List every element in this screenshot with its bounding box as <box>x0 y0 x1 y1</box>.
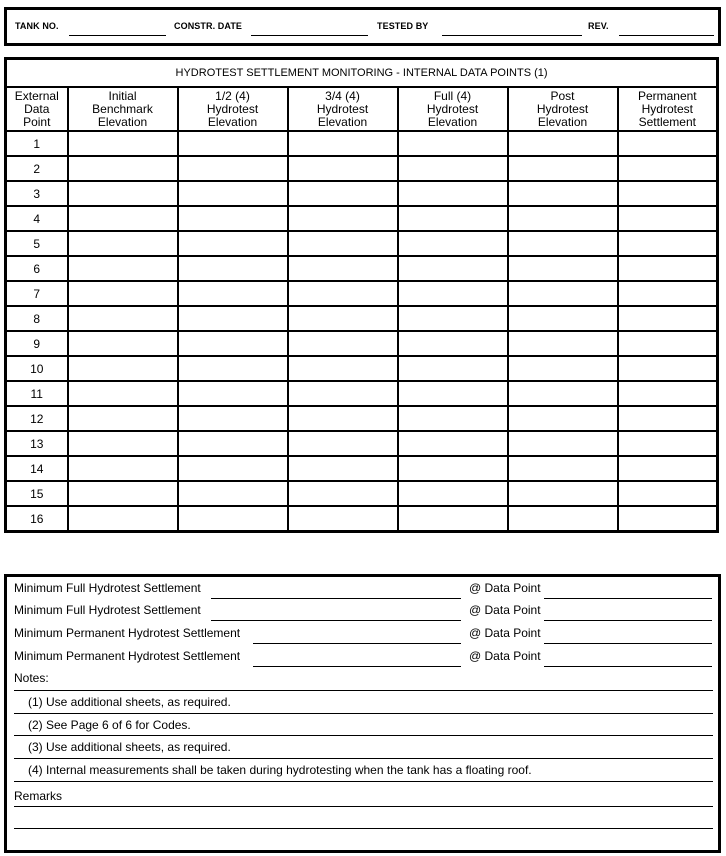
entry-cell[interactable] <box>288 456 398 481</box>
entry-cell[interactable] <box>68 131 178 156</box>
column-header-line: Hydrotest <box>206 101 259 116</box>
entry-cell[interactable] <box>398 356 508 381</box>
data-point-field-4[interactable] <box>544 666 712 667</box>
entry-cell[interactable] <box>288 306 398 331</box>
entry-cell[interactable] <box>398 181 508 206</box>
column-header <box>178 87 288 131</box>
entry-cell[interactable] <box>398 431 508 456</box>
row-number: 8 <box>6 306 68 331</box>
entry-cell[interactable] <box>68 181 178 206</box>
entry-cell[interactable] <box>508 481 618 506</box>
entry-cell[interactable] <box>178 406 288 431</box>
entry-cell[interactable] <box>508 156 618 181</box>
entry-cell[interactable] <box>398 481 508 506</box>
row-number: 10 <box>6 356 68 381</box>
entry-cell[interactable] <box>508 206 618 231</box>
entry-cell[interactable] <box>68 231 178 256</box>
entry-cell[interactable] <box>618 206 718 231</box>
data-point-field-1[interactable] <box>544 598 712 599</box>
entry-cell[interactable] <box>398 281 508 306</box>
entry-cell[interactable] <box>508 256 618 281</box>
min-perm-field-2[interactable] <box>253 666 461 667</box>
table-row <box>6 331 718 356</box>
entry-cell[interactable] <box>618 231 718 256</box>
row-number: 14 <box>6 456 68 481</box>
entry-cell[interactable] <box>68 206 178 231</box>
entry-cell[interactable] <box>68 456 178 481</box>
min-full-label-2: Minimum Full Hydrotest Settlement <box>14 603 201 617</box>
entry-cell[interactable] <box>398 331 508 356</box>
entry-cell[interactable] <box>618 306 718 331</box>
table-row <box>6 431 718 456</box>
entry-cell[interactable] <box>68 506 178 532</box>
entry-cell[interactable] <box>288 231 398 256</box>
remarks-label: Remarks <box>14 789 63 803</box>
column-header-line: Elevation <box>97 114 148 129</box>
entry-cell[interactable] <box>398 406 508 431</box>
row-number: 13 <box>6 431 68 456</box>
entry-cell[interactable] <box>618 456 718 481</box>
entry-cell[interactable] <box>68 356 178 381</box>
column-header <box>6 87 68 131</box>
row-number: 7 <box>6 281 68 306</box>
entry-cell[interactable] <box>618 406 718 431</box>
entry-cell[interactable] <box>178 356 288 381</box>
min-full-label-1: Minimum Full Hydrotest Settlement <box>14 581 201 595</box>
entry-cell[interactable] <box>178 181 288 206</box>
column-header <box>288 87 398 131</box>
note-4: (4) Internal measurements shall be taken during hydrotesting when the tank has a floating roof. <box>28 763 532 777</box>
column-header-line: Elevation <box>537 114 588 129</box>
column-header-line: Elevation <box>317 114 368 129</box>
tank-no-label: TANK NO. <box>15 21 59 31</box>
entry-cell[interactable] <box>68 306 178 331</box>
entry-cell[interactable] <box>618 331 718 356</box>
entry-cell[interactable] <box>398 206 508 231</box>
column-header <box>508 87 618 131</box>
tested-by-label: TESTED BY <box>377 21 429 31</box>
constr-date-label: CONSTR. DATE <box>174 21 243 31</box>
entry-cell[interactable] <box>398 456 508 481</box>
column-header-line: Hydrotest <box>316 101 369 116</box>
entry-cell[interactable] <box>178 256 288 281</box>
tested-by-field[interactable] <box>442 35 582 36</box>
row-number: 15 <box>6 481 68 506</box>
column-header-line: Hydrotest <box>536 101 589 116</box>
entry-cell[interactable] <box>508 381 618 406</box>
entry-cell[interactable] <box>508 131 618 156</box>
table-title: HYDROTEST SETTLEMENT MONITORING - INTERNAL DATA POINTS (1) <box>6 59 718 88</box>
entry-cell[interactable] <box>508 281 618 306</box>
entry-cell[interactable] <box>288 356 398 381</box>
row-number: 3 <box>6 181 68 206</box>
entry-cell[interactable] <box>288 131 398 156</box>
min-full-field-1[interactable] <box>211 598 461 599</box>
column-header-line: Permanent <box>637 88 697 103</box>
row-number: 6 <box>6 256 68 281</box>
notes-label: Notes: <box>14 671 49 685</box>
entry-cell[interactable] <box>288 331 398 356</box>
entry-cell[interactable] <box>508 331 618 356</box>
entry-cell[interactable] <box>618 506 718 532</box>
entry-cell[interactable] <box>178 506 288 532</box>
entry-cell[interactable] <box>398 231 508 256</box>
table-row <box>6 456 718 481</box>
table-row <box>6 256 718 281</box>
row-number: 11 <box>6 381 68 406</box>
entry-cell[interactable] <box>288 506 398 532</box>
entry-cell[interactable] <box>68 331 178 356</box>
entry-cell[interactable] <box>398 506 508 532</box>
entry-cell[interactable] <box>618 381 718 406</box>
entry-cell[interactable] <box>178 481 288 506</box>
column-header-line: 3/4 (4) <box>325 88 360 103</box>
entry-cell[interactable] <box>178 231 288 256</box>
entry-cell[interactable] <box>68 406 178 431</box>
entry-cell[interactable] <box>618 356 718 381</box>
rule <box>14 781 713 782</box>
note-1: (1) Use additional sheets, as required. <box>28 695 231 709</box>
table-row <box>6 156 718 181</box>
entry-cell[interactable] <box>288 431 398 456</box>
rule <box>14 735 713 736</box>
entry-cell[interactable] <box>508 506 618 532</box>
column-header-line: Hydrotest <box>641 101 693 116</box>
entry-cell[interactable] <box>618 481 718 506</box>
table-row <box>6 131 718 156</box>
row-number: 16 <box>6 506 68 532</box>
form-header <box>4 7 721 46</box>
column-header <box>618 87 718 131</box>
row-number: 5 <box>6 231 68 256</box>
entry-cell[interactable] <box>508 431 618 456</box>
entry-cell[interactable] <box>398 156 508 181</box>
data-point-label-3: @ Data Point <box>469 626 541 640</box>
entry-cell[interactable] <box>178 431 288 456</box>
entry-cell[interactable] <box>288 381 398 406</box>
rule <box>14 690 713 691</box>
entry-cell[interactable] <box>398 381 508 406</box>
entry-cell[interactable] <box>618 281 718 306</box>
column-header-line: Benchmark <box>92 101 153 116</box>
table-row <box>6 181 718 206</box>
column-header <box>398 87 508 131</box>
column-header <box>68 87 178 131</box>
entry-cell[interactable] <box>398 131 508 156</box>
table-row <box>6 356 718 381</box>
entry-cell[interactable] <box>288 206 398 231</box>
entry-cell[interactable] <box>508 306 618 331</box>
row-number: 1 <box>6 131 68 156</box>
entry-cell[interactable] <box>178 281 288 306</box>
rule <box>14 713 713 714</box>
min-perm-field-1[interactable] <box>253 643 461 644</box>
min-full-field-2[interactable] <box>211 620 461 621</box>
entry-cell[interactable] <box>68 431 178 456</box>
entry-cell[interactable] <box>288 181 398 206</box>
data-point-label-2: @ Data Point <box>469 603 541 617</box>
column-header-line: 1/2 (4) <box>215 88 250 103</box>
entry-cell[interactable] <box>508 456 618 481</box>
entry-cell[interactable] <box>68 381 178 406</box>
min-perm-label-1: Minimum Permanent Hydrotest Settlement <box>14 626 241 640</box>
data-point-label-4: @ Data Point <box>469 649 541 663</box>
rev-label: REV. <box>588 21 609 31</box>
column-header-line: Elevation <box>427 114 478 129</box>
summary-section <box>4 574 721 853</box>
column-header-line: Point <box>23 114 51 129</box>
column-header-line: Post <box>550 88 575 103</box>
entry-cell[interactable] <box>288 406 398 431</box>
table-row <box>6 231 718 256</box>
rev-field[interactable] <box>619 35 714 36</box>
entry-cell[interactable] <box>508 231 618 256</box>
entry-cell[interactable] <box>508 181 618 206</box>
remarks-line-1[interactable] <box>14 806 713 807</box>
entry-cell[interactable] <box>178 331 288 356</box>
entry-cell[interactable] <box>288 156 398 181</box>
table-row <box>6 406 718 431</box>
entry-cell[interactable] <box>508 356 618 381</box>
entry-cell[interactable] <box>618 156 718 181</box>
remarks-line-2[interactable] <box>14 828 713 829</box>
column-header-line: Settlement <box>638 114 696 129</box>
settlement-table <box>4 57 719 533</box>
entry-cell[interactable] <box>178 381 288 406</box>
entry-cell[interactable] <box>288 481 398 506</box>
entry-cell[interactable] <box>68 481 178 506</box>
column-header-line: Initial <box>108 88 137 103</box>
row-number: 2 <box>6 156 68 181</box>
min-perm-label-2: Minimum Permanent Hydrotest Settlement <box>14 649 241 663</box>
entry-cell[interactable] <box>178 131 288 156</box>
entry-cell[interactable] <box>618 181 718 206</box>
entry-cell[interactable] <box>508 406 618 431</box>
entry-cell[interactable] <box>68 156 178 181</box>
data-point-label-1: @ Data Point <box>469 581 541 595</box>
entry-cell[interactable] <box>398 256 508 281</box>
entry-cell[interactable] <box>288 256 398 281</box>
entry-cell[interactable] <box>178 206 288 231</box>
rule <box>14 758 713 759</box>
entry-cell[interactable] <box>178 156 288 181</box>
data-point-field-2[interactable] <box>544 620 712 621</box>
entry-cell[interactable] <box>398 306 508 331</box>
entry-cell[interactable] <box>178 456 288 481</box>
entry-cell[interactable] <box>618 256 718 281</box>
entry-cell[interactable] <box>618 431 718 456</box>
table-row <box>6 481 718 506</box>
column-header-line: External <box>14 88 59 103</box>
table-row <box>6 281 718 306</box>
entry-cell[interactable] <box>68 256 178 281</box>
table-row <box>6 206 718 231</box>
table-row <box>6 381 718 406</box>
entry-cell[interactable] <box>288 281 398 306</box>
column-header-line: Hydrotest <box>426 101 479 116</box>
entry-cell[interactable] <box>178 306 288 331</box>
table-row <box>6 306 718 331</box>
row-number: 12 <box>6 406 68 431</box>
column-header-line: Elevation <box>207 114 258 129</box>
row-number: 4 <box>6 206 68 231</box>
note-2: (2) See Page 6 of 6 for Codes. <box>28 718 191 732</box>
column-header-line: Data <box>24 101 50 116</box>
tank-no-field[interactable] <box>69 35 166 36</box>
note-3: (3) Use additional sheets, as required. <box>28 740 231 754</box>
table-row <box>6 506 718 532</box>
entry-cell[interactable] <box>68 281 178 306</box>
constr-date-field[interactable] <box>251 35 368 36</box>
row-number: 9 <box>6 331 68 356</box>
column-header-line: Full (4) <box>433 88 472 103</box>
data-point-field-3[interactable] <box>544 643 712 644</box>
entry-cell[interactable] <box>618 131 718 156</box>
